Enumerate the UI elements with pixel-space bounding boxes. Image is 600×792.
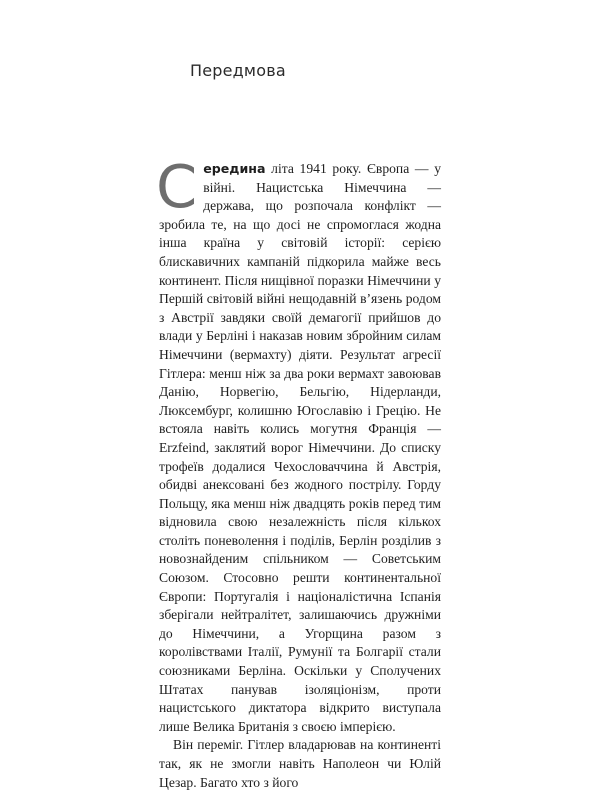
chapter-title: Передмова — [190, 61, 286, 80]
body-text — [156, 152, 441, 792]
paragraph-1 — [156, 152, 441, 736]
lead-word: ередина — [203, 161, 266, 176]
paragraph-2: Він переміг. Гітлер владарював на континенті так, як не змогли навіть Наполеон чи Юлій Цезар. Багато хто з його — [159, 737, 441, 790]
drop-cap: С — [156, 152, 198, 221]
paragraph-1-text: літа 1941 року. Європа — у війні. Нацистська Німеччина — держава, що розпочала конфлікт — зробила те, на що досі не спромоглася жодна інша країна у світовій історії: серією блискавичних кампаній підкорила майже весь континент. Після нищівної поразки Німеччини у Першій світовій війні нещодавній в’язень родом з Австрії завдяки своїй демагогії прийшов до влади у Берліні і наказав новим збройним силам Німеччини (вермахту) діяти. Результат агресії Гітлера: менш ніж за два роки вермахт завоював Данію, Норвегію, Бельгію, Нідерланди, Люксембург, колишню Югославію і Грецію. Не встояла навіть колись могутня Франція — Erzfeind, заклятий ворог Німеччини. До списку трофеїв додалися Чехословаччина й Австрія, обидві анексовані без жодного пострілу. Горду Польщу, яка менш ніж двадцять років перед тим відновила свою незалежність після кількох століть поневолення і поділів, Берлін розділив з новознайденим спільником — Советським Союзом. Стосовно решти континентальної Європи: Португалія і націоналістична Іспанія зберігали нейтралітет, залишаючись дружніми до Німеччини, а Угорщина разом з королівствами Італії, Румунії та Болгарії стали союзниками Берліна. Оскільки у Сполучених Штатах панував ізоляціонізм, проти нацистського диктатора відкрито виступала лише Велика Британія з своєю імперією. — [159, 161, 441, 734]
